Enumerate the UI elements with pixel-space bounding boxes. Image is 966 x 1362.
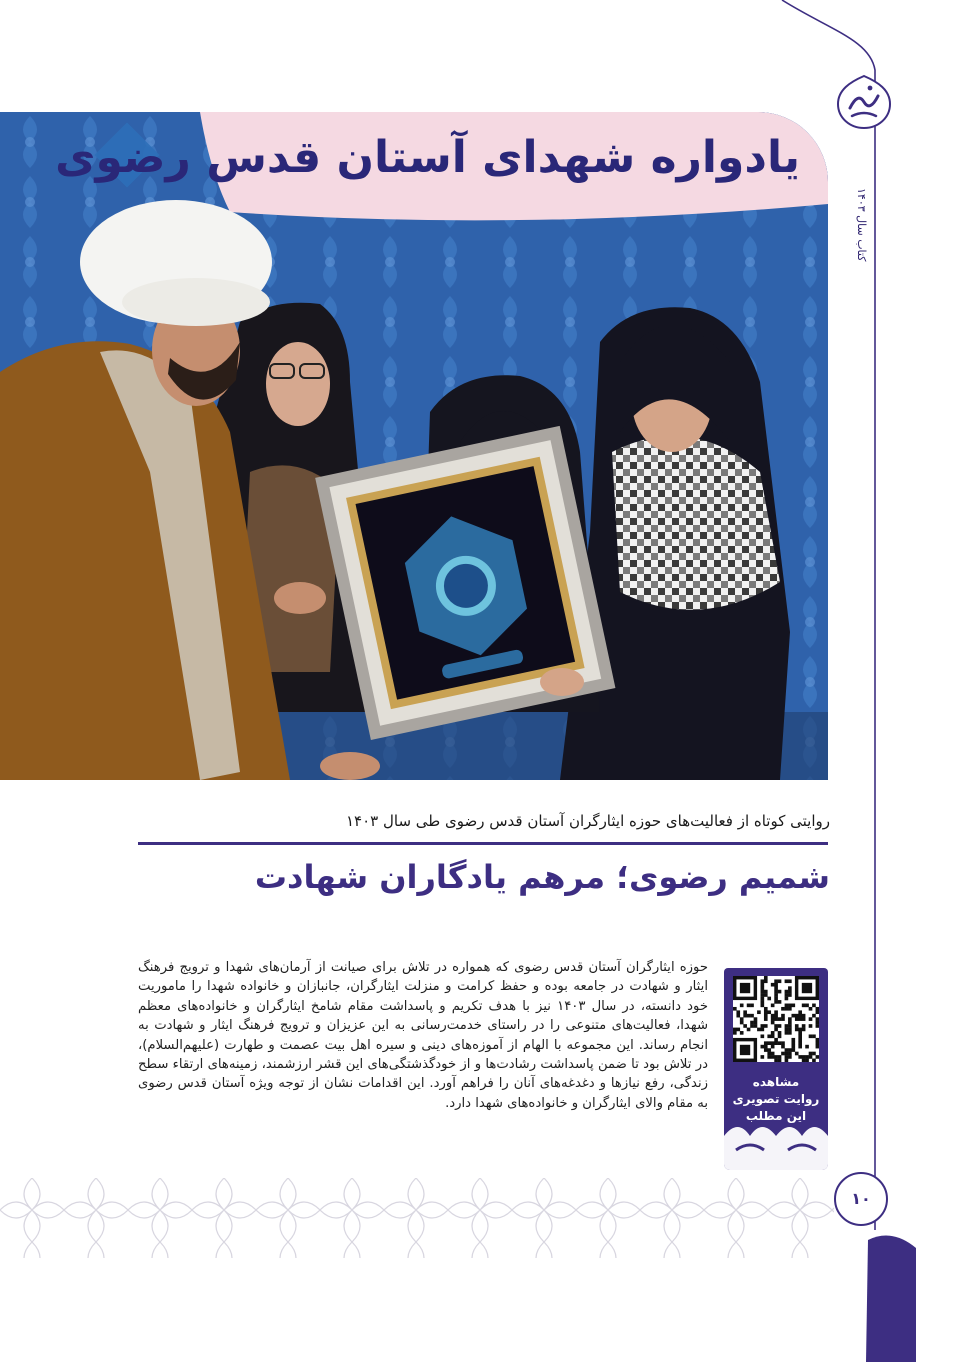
qr-caption-line1: مشاهده [752,1075,800,1089]
qr-caption [724,1074,828,1125]
bottom-tab-shape [866,1236,916,1362]
page-number-badge [834,1172,888,1226]
photo-illustration [0,112,828,780]
footer-pattern [0,1178,834,1258]
title-divider [138,842,828,845]
article-subtitle: روایتی کوتاه از فعالیت‌های حوزه ایثارگران آستان قدس رضوی طی سال ۱۴۰۳ [345,812,830,830]
article-body: حوزه ایثارگران آستان قدس رضوی که همواره در تلاش برای صیانت از آرمان‌های شهدا و ترویج فرهنگ ایثار و شهادت در جامعه بوده و حفظ کرامت و منزلت ایثارگران، جانبازان و خانواده شهدا را ماموریت خود دانسته، در سال ۱۴۰۳ نیز با هدف تکریم و پاسداشت مقام شامخ ایثارگران و خانواده‌های معظم شهدا، فعالیت‌های متنوعی را در راستای خدمت‌رسانی به این عزیزان و ترویج فرهنگ ایثار و شهادت به انجام رساند. این مجموعه با الهام از آموزه‌های دینی و سیره اهل بیت عصمت و طهارت (علیهم‌السلام)، در تلاش بود تا ضمن پاسداشت رشادت‌ها و از خودگذشتگی‌های این قشر ارزشمند، زمینه‌های ارتقاء سطح زندگی، رفع نیازها و دغدغه‌های آنان را فراهم آورد. این اقدامات نشان از توجه ویژه آستان قدس رضوی به مقام والای ایثارگران و خانواده‌های شهدا دارد. [138,960,708,1111]
ceremony-photo [0,112,828,780]
photo-banner-text: یادواره شهدای آستان قدس رضوی [55,132,800,183]
qr-code-icon [733,976,819,1062]
yearbook-side-label: کتاب سال ۱۴۰۳ [855,188,868,262]
page-number: ۱۰ [851,1189,871,1208]
qr-card[interactable] [724,968,828,1170]
qr-code[interactable] [733,976,819,1062]
logo-emblem-icon [834,72,894,132]
qr-caption-line3: این مطلب [745,1109,807,1123]
article-title: شمیم رضوی؛ مرهم یادگاران شهادت [254,858,830,896]
qr-caption-line2: روایت تصویری [732,1092,820,1106]
